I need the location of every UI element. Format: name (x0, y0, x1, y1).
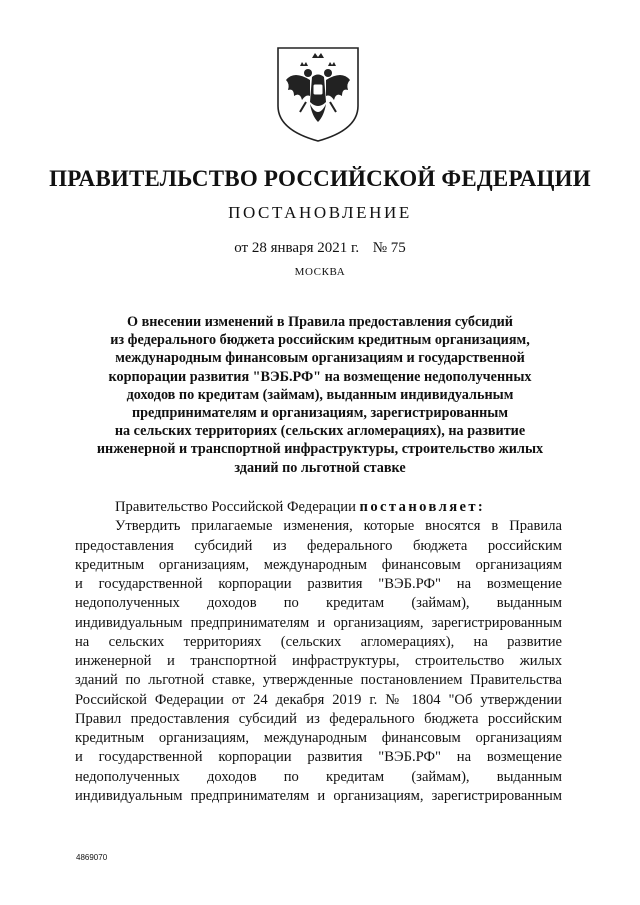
number-sign: № (372, 240, 387, 256)
body-line: Российской Федерации от 24 декабря 2019 г. № 1804 "Об утверждении (75, 691, 562, 708)
body-line: на сельских территориях (сельских агломерациях), на развитие (75, 633, 562, 650)
body-line: индивидуальным предпринимателям и организациям, зарегистрированным (75, 787, 562, 804)
subject-line: на сельских территориях (сельских агломерациях), на развитие (114, 423, 526, 440)
subject-line: предпринимателям и организациям, зарегистрированным (131, 405, 509, 422)
intro-paragraph (75, 498, 562, 517)
subject-line: О внесении изменений в Правила предоставления субсидий (127, 314, 513, 330)
document-date-number (0, 240, 640, 257)
document-number: 75 (390, 240, 406, 256)
body-line: кредитным организациям, международным финансовым организациям (75, 730, 562, 746)
body-line: Правил предоставления субсидий из федерального бюджета российским (75, 710, 562, 727)
subject-line: зданий по льготной ставке (234, 459, 406, 476)
body-line: инженерной и транспортной инфраструктуры, строительство жилых (75, 653, 562, 669)
footer-code: 4869070 (76, 853, 108, 862)
body-line: Утвердить прилагаемые изменения, которые вносятся в Правила (115, 518, 562, 535)
subject-line: инженерной и транспортной инфраструктуры, строительство жилых (96, 441, 544, 458)
document-subject (90, 313, 550, 477)
document-city: МОСКВА (294, 266, 346, 278)
document-date: от 28 января 2021 г. (234, 240, 360, 256)
body-line: недополученных доходов по кредитам (займам), выданным (75, 595, 562, 612)
subject-line: доходов по кредитам (займам), выданным индивидуальным (126, 386, 514, 403)
body-line: кредитным организациям, международным финансовым организациям (75, 556, 562, 573)
subject-line: международным финансовым организациям и государственной (115, 350, 525, 367)
resolves-word: постановляет: (359, 499, 486, 515)
document-type: ПОСТАНОВЛЕНИЕ (228, 203, 412, 222)
coat-of-arms-icon (272, 44, 364, 144)
body-line: и государственной корпорации развития "ВЭБ.РФ" на возмещение (75, 576, 562, 592)
intro-text: Правительство Российской Федерации (115, 499, 356, 515)
document-body (75, 498, 562, 806)
government-title: ПРАВИТЕЛЬСТВО РОССИЙСКОЙ ФЕДЕРАЦИИ (49, 166, 591, 191)
subject-line: из федерального бюджета российским кредитным организациям, (110, 332, 530, 349)
body-line: зданий по льготной ставке, утвержденные постановлением Правительства (75, 672, 562, 689)
body-line: индивидуальным предпринимателям и организациям, зарегистрированным (75, 614, 562, 631)
body-line: предоставления субсидий из федерального бюджета российским (75, 537, 562, 554)
body-line: и государственной корпорации развития "ВЭБ.РФ" на возмещение (75, 749, 562, 766)
subject-line: корпорации развития "ВЭБ.РФ" на возмещение недополученных (108, 368, 532, 385)
body-line: недополученных доходов по кредитам (займам), выданным (75, 768, 562, 785)
